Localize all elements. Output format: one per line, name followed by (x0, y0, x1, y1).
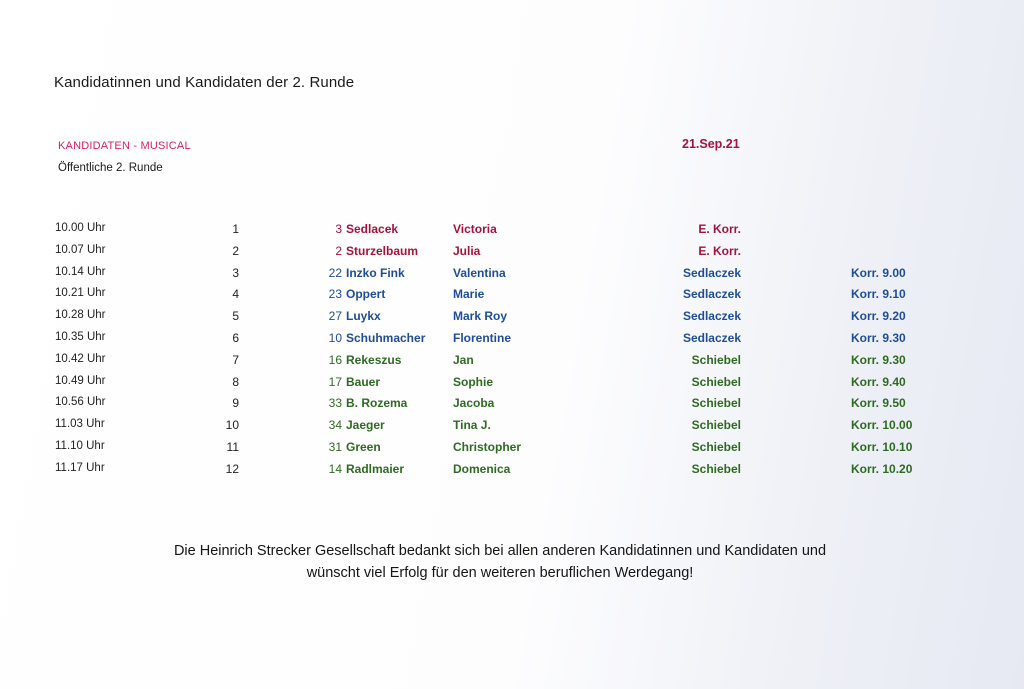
first-name-cell: Jacoba (453, 396, 495, 411)
footer-line-2: wünscht viel Erfolg für den weiteren beruflichen Werdegang! (306, 565, 694, 581)
teacher-cell: Schiebel (691, 352, 741, 367)
footer-note (0, 540, 1000, 584)
candidate-number-cell: 22 (328, 265, 342, 280)
round-label: Öffentliche 2. Runde (58, 162, 163, 174)
table-row (0, 287, 1024, 309)
last-name-cell: Green (346, 439, 381, 454)
teacher-cell: Schiebel (691, 396, 741, 411)
time-cell: 11.03 Uhr (55, 418, 105, 431)
time-cell: 10.35 Uhr (55, 330, 106, 343)
candidate-number-cell: 17 (328, 374, 342, 389)
teacher-cell: Sedlaczek (682, 265, 741, 280)
table-row (0, 331, 1024, 353)
candidate-number-cell: 3 (335, 222, 342, 236)
teacher-cell: Schiebel (691, 374, 741, 389)
last-name-cell: Jaeger (346, 418, 385, 433)
table-row (0, 462, 1024, 484)
time-cell: 10.14 Uhr (55, 265, 106, 278)
first-name-cell: Victoria (453, 222, 497, 236)
category-label: KANDIDATEN - MUSICAL (58, 140, 191, 152)
rehearsal-cell: Korr. 9.30 (851, 352, 906, 367)
table-row (0, 266, 1024, 288)
teacher-cell: Sedlaczek (682, 330, 741, 345)
teacher-cell: E. Korr. (698, 243, 741, 258)
order-cell: 6 (232, 330, 239, 345)
rehearsal-cell: Korr. 9.10 (851, 287, 906, 302)
first-name-cell: Sophie (453, 374, 494, 389)
first-name-cell: Florentine (453, 330, 512, 345)
time-cell: 10.56 Uhr (55, 396, 106, 409)
date-label: 21.Sep.21 (682, 137, 740, 151)
teacher-cell: Schiebel (691, 418, 741, 433)
last-name-cell: Radlmaier (346, 461, 405, 476)
table-row (0, 375, 1024, 397)
first-name-cell: Domenica (453, 461, 511, 476)
rehearsal-cell: Korr. 9.00 (851, 265, 906, 280)
order-cell: 5 (232, 309, 239, 324)
order-cell: 9 (232, 396, 239, 411)
candidate-number-cell: 14 (328, 461, 342, 476)
last-name-cell: Rekeszus (346, 352, 402, 367)
rehearsal-cell: Korr. 9.50 (851, 396, 906, 411)
order-cell: 12 (225, 461, 239, 476)
order-cell: 7 (232, 352, 239, 367)
time-cell: 10.21 Uhr (55, 287, 106, 300)
order-cell: 10 (225, 418, 239, 433)
teacher-cell: Sedlaczek (682, 309, 741, 324)
time-cell: 10.49 Uhr (55, 374, 106, 387)
last-name-cell: Sedlacek (346, 222, 399, 236)
last-name-cell: Luykx (346, 309, 381, 324)
order-cell: 2 (232, 243, 239, 258)
first-name-cell: Christopher (453, 439, 522, 454)
first-name-cell: Valentina (453, 265, 506, 280)
time-cell: 11.10 Uhr (55, 439, 105, 452)
rehearsal-cell: Korr. 10.00 (851, 418, 913, 433)
first-name-cell: Jan (453, 352, 474, 367)
order-cell: 3 (232, 265, 239, 280)
footer-line-1: Die Heinrich Strecker Gesellschaft bedankt sich bei allen anderen Kandidatinnen und Kandidaten und (173, 543, 827, 559)
rehearsal-cell: Korr. 9.30 (851, 330, 906, 345)
time-cell: 10.00 Uhr (55, 222, 106, 234)
teacher-cell: Schiebel (691, 439, 741, 454)
candidate-number-cell: 10 (328, 330, 342, 345)
time-cell: 10.28 Uhr (55, 309, 106, 322)
time-cell: 10.07 Uhr (55, 243, 106, 256)
first-name-cell: Marie (453, 287, 485, 302)
last-name-cell: Schuhmacher (346, 330, 426, 345)
candidate-number-cell: 27 (328, 309, 342, 324)
table-row (0, 222, 1024, 244)
first-name-cell: Tina J. (453, 418, 491, 433)
table-row (0, 244, 1024, 266)
order-cell: 8 (232, 374, 239, 389)
teacher-cell: Sedlaczek (682, 287, 741, 302)
order-cell: 11 (226, 439, 239, 454)
table-row (0, 309, 1024, 331)
candidate-number-cell: 34 (328, 418, 342, 433)
table-row (0, 440, 1024, 462)
rehearsal-cell: Korr. 9.40 (851, 374, 906, 389)
last-name-cell: Sturzelbaum (346, 243, 419, 258)
rehearsal-cell: Korr. 9.20 (851, 309, 906, 324)
time-cell: 11.17 Uhr (55, 461, 105, 474)
first-name-cell: Mark Roy (453, 309, 508, 324)
first-name-cell: Julia (453, 243, 481, 258)
candidate-number-cell: 16 (328, 352, 342, 367)
order-cell: 4 (232, 287, 239, 302)
table-row (0, 353, 1024, 375)
last-name-cell: B. Rozema (346, 396, 408, 411)
candidate-number-cell: 31 (328, 439, 342, 454)
table-row (0, 418, 1024, 440)
order-cell: 1 (232, 222, 239, 236)
schedule-table (0, 222, 1024, 484)
candidate-number-cell: 2 (335, 243, 342, 258)
teacher-cell: Schiebel (691, 461, 741, 476)
last-name-cell: Oppert (346, 287, 386, 302)
last-name-cell: Bauer (346, 374, 381, 389)
table-row (0, 396, 1024, 418)
rehearsal-cell: Korr. 10.20 (851, 461, 913, 476)
time-cell: 10.42 Uhr (55, 352, 106, 365)
last-name-cell: Inzko Fink (346, 265, 405, 280)
teacher-cell: E. Korr. (698, 222, 741, 236)
page-title: Kandidatinnen und Kandidaten der 2. Runde (54, 74, 355, 91)
rehearsal-cell: Korr. 10.10 (851, 439, 913, 454)
candidate-number-cell: 33 (328, 396, 342, 411)
candidate-number-cell: 23 (328, 287, 342, 302)
